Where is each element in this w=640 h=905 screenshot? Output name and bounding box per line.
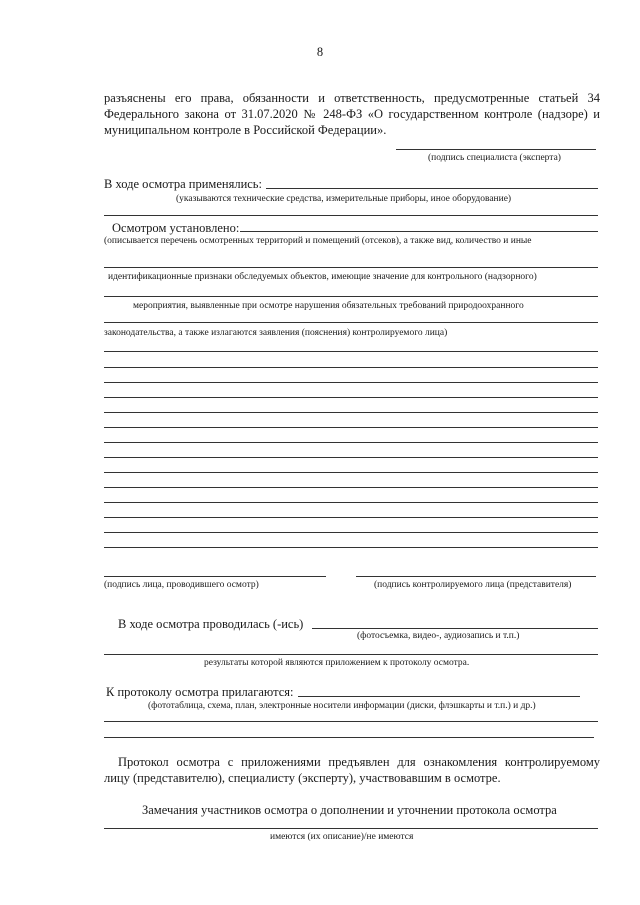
findings-caption-2: идентификационные признаки обследуемых объектов, имеющие значение для контрольного (надзорного) <box>108 272 537 282</box>
recording-input-line[interactable] <box>312 628 598 629</box>
findings-line-b[interactable] <box>104 296 598 297</box>
blank-line[interactable] <box>104 457 598 458</box>
blank-line[interactable] <box>104 397 598 398</box>
findings-caption-3: мероприятия, выявленные при осмотре нарушения обязательных требований природоохранного <box>133 301 524 311</box>
inspector-signature-caption: (подпись лица, проводившего осмотр) <box>104 580 259 590</box>
attachments-label: К протоколу осмотра прилагаются: <box>106 685 294 699</box>
attachments-line-3[interactable] <box>104 737 594 738</box>
findings-caption-4: законодательства, а также излагаются заявления (пояснения) контролируемого лица) <box>104 328 448 338</box>
attachments-caption: (фототаблица, схема, план, электронные носители информации (диски, флэшкарты и т.п.) и др.) <box>148 701 536 711</box>
page-number: 8 <box>316 45 324 59</box>
remarks-caption: имеются (их описание)/не имеются <box>270 832 414 842</box>
intro-line-1: разъяснены его права, обязанности и ответственность, предусмотренные статьей 34 <box>104 91 600 105</box>
blank-line[interactable] <box>104 517 598 518</box>
blank-line[interactable] <box>104 367 598 368</box>
remarks-title: Замечания участников осмотра о дополнении и уточнении протокола осмотра <box>142 803 557 817</box>
controlled-signature-caption: (подпись контролируемого лица (представителя) <box>374 580 572 590</box>
findings-caption-1: (описывается перечень осмотренных территорий и помещений (отсеков), а также вид, количество и иные <box>104 236 532 246</box>
intro-line-2: Федерального закона от 31.07.2020 № 248-ФЗ «О государственном контроле (надзоре) и <box>104 107 600 121</box>
presented-line-1: Протокол осмотра с приложениями предъявлен для ознакомления контролируемому <box>118 755 600 769</box>
blank-line[interactable] <box>104 427 598 428</box>
blank-line[interactable] <box>104 547 598 548</box>
blank-line[interactable] <box>104 351 598 352</box>
blank-line[interactable] <box>104 487 598 488</box>
tools-input-line[interactable] <box>266 188 598 189</box>
tools-input-line-2[interactable] <box>104 215 598 216</box>
remarks-input-line[interactable] <box>104 828 598 829</box>
attachments-line-2[interactable] <box>104 721 598 722</box>
findings-line-a[interactable] <box>104 267 598 268</box>
controlled-signature-line[interactable] <box>356 576 596 577</box>
blank-line[interactable] <box>104 442 598 443</box>
blank-line[interactable] <box>104 532 598 533</box>
blank-line[interactable] <box>104 472 598 473</box>
blank-line[interactable] <box>104 502 598 503</box>
tools-caption: (указываются технические средства, измерительные приборы, иное оборудование) <box>176 194 512 204</box>
attachments-input-line[interactable] <box>298 696 580 697</box>
blank-line[interactable] <box>104 412 598 413</box>
expert-signature-line[interactable] <box>396 149 596 150</box>
findings-label: Осмотром установлено: <box>112 221 240 235</box>
tools-label: В ходе осмотра применялись: <box>104 177 262 191</box>
expert-signature-caption: (подпись специалиста (эксперта) <box>428 153 561 163</box>
recording-label: В ходе осмотра проводилась (-ись) <box>118 617 304 631</box>
presented-line-2: лицу (представителю), специалисту (эксперту), участвовавшим в осмотре. <box>104 771 501 785</box>
inspector-signature-line[interactable] <box>104 576 326 577</box>
findings-input-line[interactable] <box>240 231 598 232</box>
blank-line[interactable] <box>104 382 598 383</box>
findings-line-c[interactable] <box>104 322 598 323</box>
recording-line-2[interactable] <box>104 654 598 655</box>
recording-caption: (фотосъемка, видео-, аудиозапись и т.п.) <box>357 631 520 641</box>
recording-results: результаты которой являются приложением к протоколу осмотра. <box>204 658 470 668</box>
intro-line-3: муниципальном контроле в Российской Федерации». <box>104 123 387 137</box>
